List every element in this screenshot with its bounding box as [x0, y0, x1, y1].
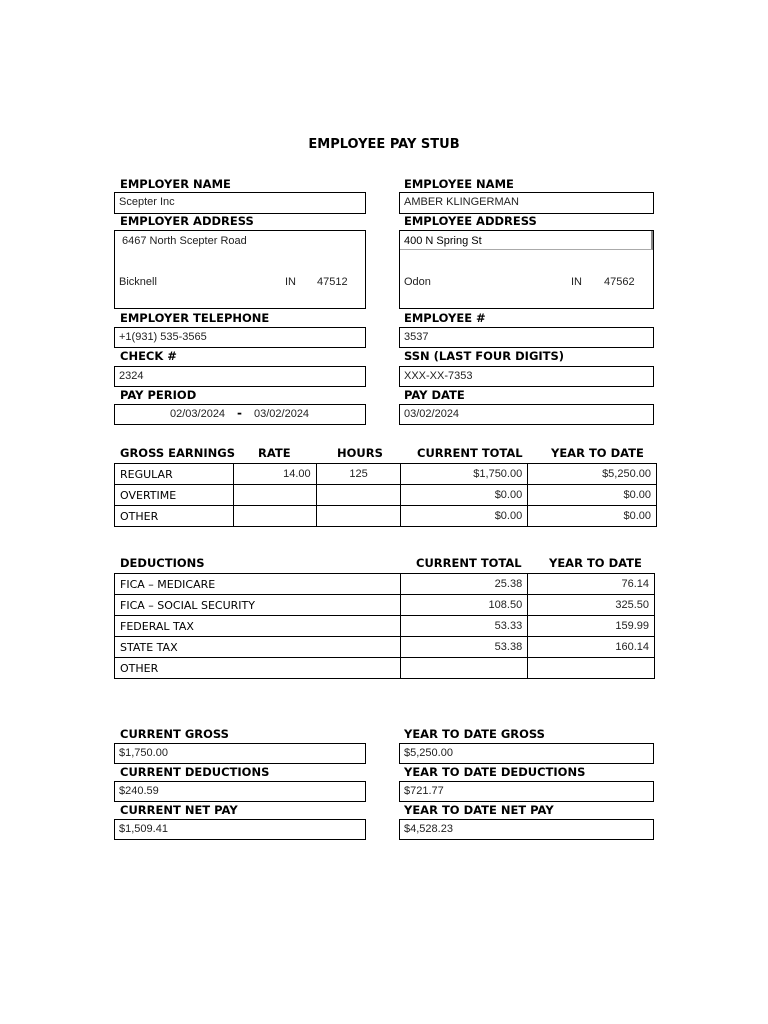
ytd-gross-field[interactable] [399, 743, 654, 764]
earnings-current: $0.00 [401, 485, 528, 506]
ytd-net-value: $4,528.23 [404, 823, 453, 835]
current-gross-value: $1,750.00 [119, 747, 168, 759]
table-row [115, 464, 657, 485]
employer-zip: 47512 [317, 276, 348, 288]
employee-name-value: AMBER KLINGERMAN [404, 196, 519, 208]
employee-zip: 47562 [604, 276, 635, 288]
earnings-current: $1,750.00 [401, 464, 528, 485]
ytd-deductions-label: YEAR TO DATE DEDUCTIONS [404, 765, 586, 779]
current-gross-label: CURRENT GROSS [120, 727, 229, 741]
deduction-ytd: 159.99 [528, 616, 655, 637]
table-row [115, 637, 655, 658]
earnings-rate [233, 485, 316, 506]
deductions-header: DEDUCTIONS [120, 556, 205, 570]
employer-telephone-value: +1(931) 535-3565 [119, 331, 207, 343]
employee-name-label: EMPLOYEE NAME [404, 177, 514, 191]
deduction-current [401, 658, 528, 679]
deduction-current: 25.38 [401, 574, 528, 595]
earnings-header-ytd: YEAR TO DATE [551, 446, 644, 460]
deduction-current: 53.38 [401, 637, 528, 658]
employer-city: Bicknell [119, 276, 157, 288]
employee-number-field[interactable] [399, 327, 654, 348]
current-deductions-value: $240.59 [119, 785, 159, 797]
pay-period-field[interactable] [114, 404, 366, 425]
deduction-row-label: FICA – MEDICARE [115, 574, 401, 595]
table-row [115, 506, 657, 527]
earnings-hours: 125 [316, 464, 401, 485]
ytd-deductions-value: $721.77 [404, 785, 444, 797]
employer-address-label: EMPLOYER ADDRESS [120, 214, 254, 228]
earnings-rate [233, 506, 316, 527]
deduction-current: 108.50 [401, 595, 528, 616]
ssn-label: SSN (LAST FOUR DIGITS) [404, 349, 565, 363]
earnings-header-current: CURRENT TOTAL [417, 446, 523, 460]
current-deductions-field[interactable] [114, 781, 366, 802]
earnings-current: $0.00 [401, 506, 528, 527]
pay-date-field[interactable] [399, 404, 654, 425]
employer-name-value: Scepter Inc [119, 196, 175, 208]
employee-state: IN [571, 276, 582, 288]
deduction-ytd: 76.14 [528, 574, 655, 595]
pay-period-separator: - [237, 406, 242, 420]
employee-address-label: EMPLOYEE ADDRESS [404, 214, 537, 228]
employee-address-field[interactable] [399, 230, 654, 309]
earnings-row-label: OVERTIME [115, 485, 234, 506]
deduction-row-label: FICA – SOCIAL SECURITY [115, 595, 401, 616]
deductions-table [114, 573, 655, 679]
ytd-gross-value: $5,250.00 [404, 747, 453, 759]
check-number-field[interactable] [114, 366, 366, 387]
employer-telephone-label: EMPLOYER TELEPHONE [120, 311, 270, 325]
earnings-rate: 14.00 [233, 464, 316, 485]
ytd-deductions-field[interactable] [399, 781, 654, 802]
check-number-label: CHECK # [120, 349, 177, 363]
current-gross-field[interactable] [114, 743, 366, 764]
page-title: EMPLOYEE PAY STUB [308, 137, 460, 152]
current-net-field[interactable] [114, 819, 366, 840]
ytd-gross-label: YEAR TO DATE GROSS [404, 727, 545, 741]
deductions-header-ytd: YEAR TO DATE [549, 556, 642, 570]
table-row [115, 658, 655, 679]
employee-city: Odon [404, 276, 431, 288]
table-row [115, 574, 655, 595]
deduction-row-label: FEDERAL TAX [115, 616, 401, 637]
deduction-row-label: OTHER [115, 658, 401, 679]
employee-number-label: EMPLOYEE # [404, 311, 486, 325]
deduction-row-label: STATE TAX [115, 637, 401, 658]
deduction-ytd: 160.14 [528, 637, 655, 658]
employer-name-label: EMPLOYER NAME [120, 177, 231, 191]
ytd-net-label: YEAR TO DATE NET PAY [404, 803, 554, 817]
earnings-ytd: $0.00 [528, 485, 657, 506]
ssn-field[interactable] [399, 366, 654, 387]
employer-name-field[interactable] [114, 192, 366, 214]
deduction-current: 53.33 [401, 616, 528, 637]
deductions-header-current: CURRENT TOTAL [416, 556, 522, 570]
deduction-ytd [528, 658, 655, 679]
earnings-header-gross: GROSS EARNINGS [120, 446, 235, 460]
pay-period-label: PAY PERIOD [120, 388, 197, 402]
employer-street: 6467 North Scepter Road [122, 235, 247, 247]
table-row [115, 595, 655, 616]
employee-number-value: 3537 [404, 331, 429, 343]
table-row [115, 616, 655, 637]
employee-street: 400 N Spring St [404, 235, 482, 247]
earnings-row-label: OTHER [115, 506, 234, 527]
earnings-hours [316, 485, 401, 506]
pay-period-start: 02/03/2024 [170, 408, 226, 420]
current-net-label: CURRENT NET PAY [120, 803, 238, 817]
ssn-value: XXX-XX-7353 [404, 370, 473, 382]
earnings-ytd: $5,250.00 [528, 464, 657, 485]
deduction-ytd: 325.50 [528, 595, 655, 616]
employer-address-field[interactable] [114, 230, 366, 309]
earnings-hours [316, 506, 401, 527]
current-net-value: $1,509.41 [119, 823, 168, 835]
employer-state: IN [285, 276, 296, 288]
earnings-header-rate: RATE [258, 446, 291, 460]
current-deductions-label: CURRENT DEDUCTIONS [120, 765, 270, 779]
earnings-header-hours: HOURS [337, 446, 383, 460]
employee-name-field[interactable] [399, 192, 654, 214]
earnings-table [114, 463, 657, 527]
pay-date-value: 03/02/2024 [404, 408, 460, 420]
pay-period-end: 03/02/2024 [254, 408, 310, 420]
employer-telephone-field[interactable] [114, 327, 366, 348]
earnings-ytd: $0.00 [528, 506, 657, 527]
earnings-row-label: REGULAR [115, 464, 234, 485]
ytd-net-field[interactable] [399, 819, 654, 840]
table-row [115, 485, 657, 506]
pay-date-label: PAY DATE [404, 388, 465, 402]
check-number-value: 2324 [119, 370, 144, 382]
